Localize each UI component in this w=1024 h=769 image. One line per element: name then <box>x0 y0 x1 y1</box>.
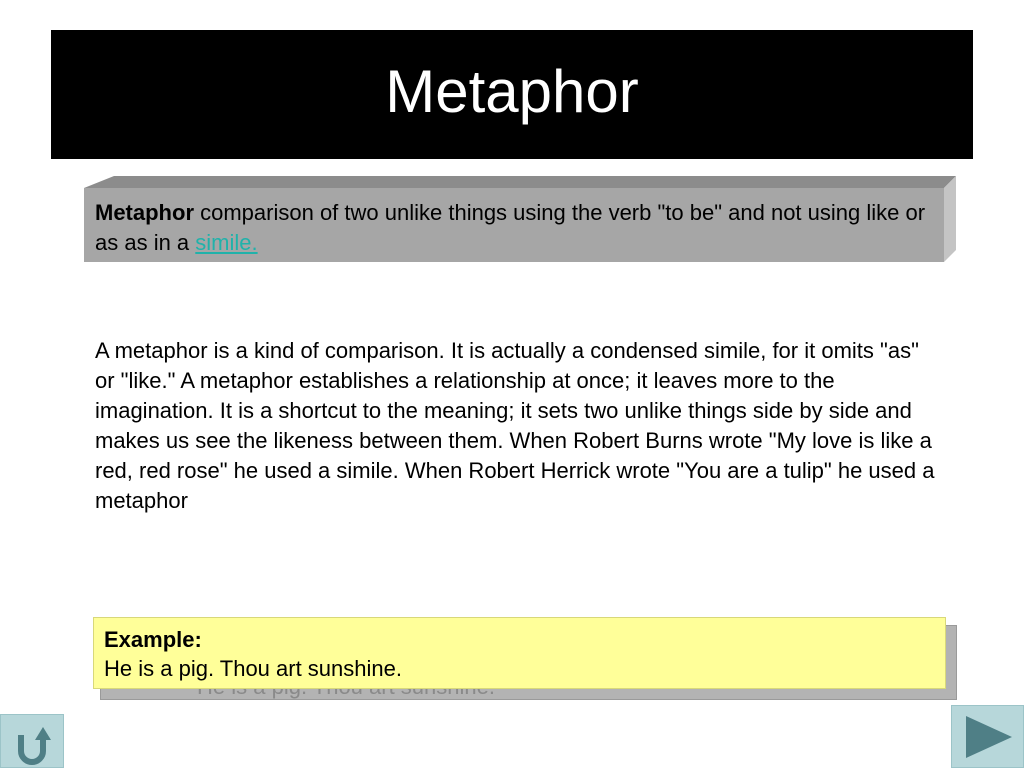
definition-box-top-bevel <box>84 176 956 188</box>
play-triangle-icon <box>952 706 1024 769</box>
next-button[interactable] <box>951 705 1024 768</box>
definition-text <box>95 198 935 258</box>
explanation-paragraph: A metaphor is a kind of comparison. It is actually a condensed simile, for it omits "as" or "like." A metaphor establishes a relationship at once; it leaves more to the imagination. It is a shortcut to the meaning; it sets two unlike things side by side and makes us see the likeness between them. When Robert Burns wrote "My love is like a red, red rose" he used a simile. When Robert Herrick wrote "You are a tulip" he used a metaphor <box>95 338 935 513</box>
definition-body: comparison of two unlike things using the verb "to be" and not using like or as as in a <box>95 200 926 255</box>
definition-term: Metaphor <box>95 200 194 225</box>
slide-title: Metaphor <box>385 58 639 125</box>
definition-box-side-bevel <box>944 176 956 262</box>
return-arrow-icon <box>1 715 65 769</box>
example-text: He is a pig. Thou art sunshine. <box>104 656 402 681</box>
example-label: Example: <box>104 627 202 652</box>
title-bar <box>51 30 973 159</box>
simile-link[interactable]: simile. <box>195 230 258 255</box>
back-button[interactable] <box>0 714 64 768</box>
example-box <box>93 617 946 689</box>
